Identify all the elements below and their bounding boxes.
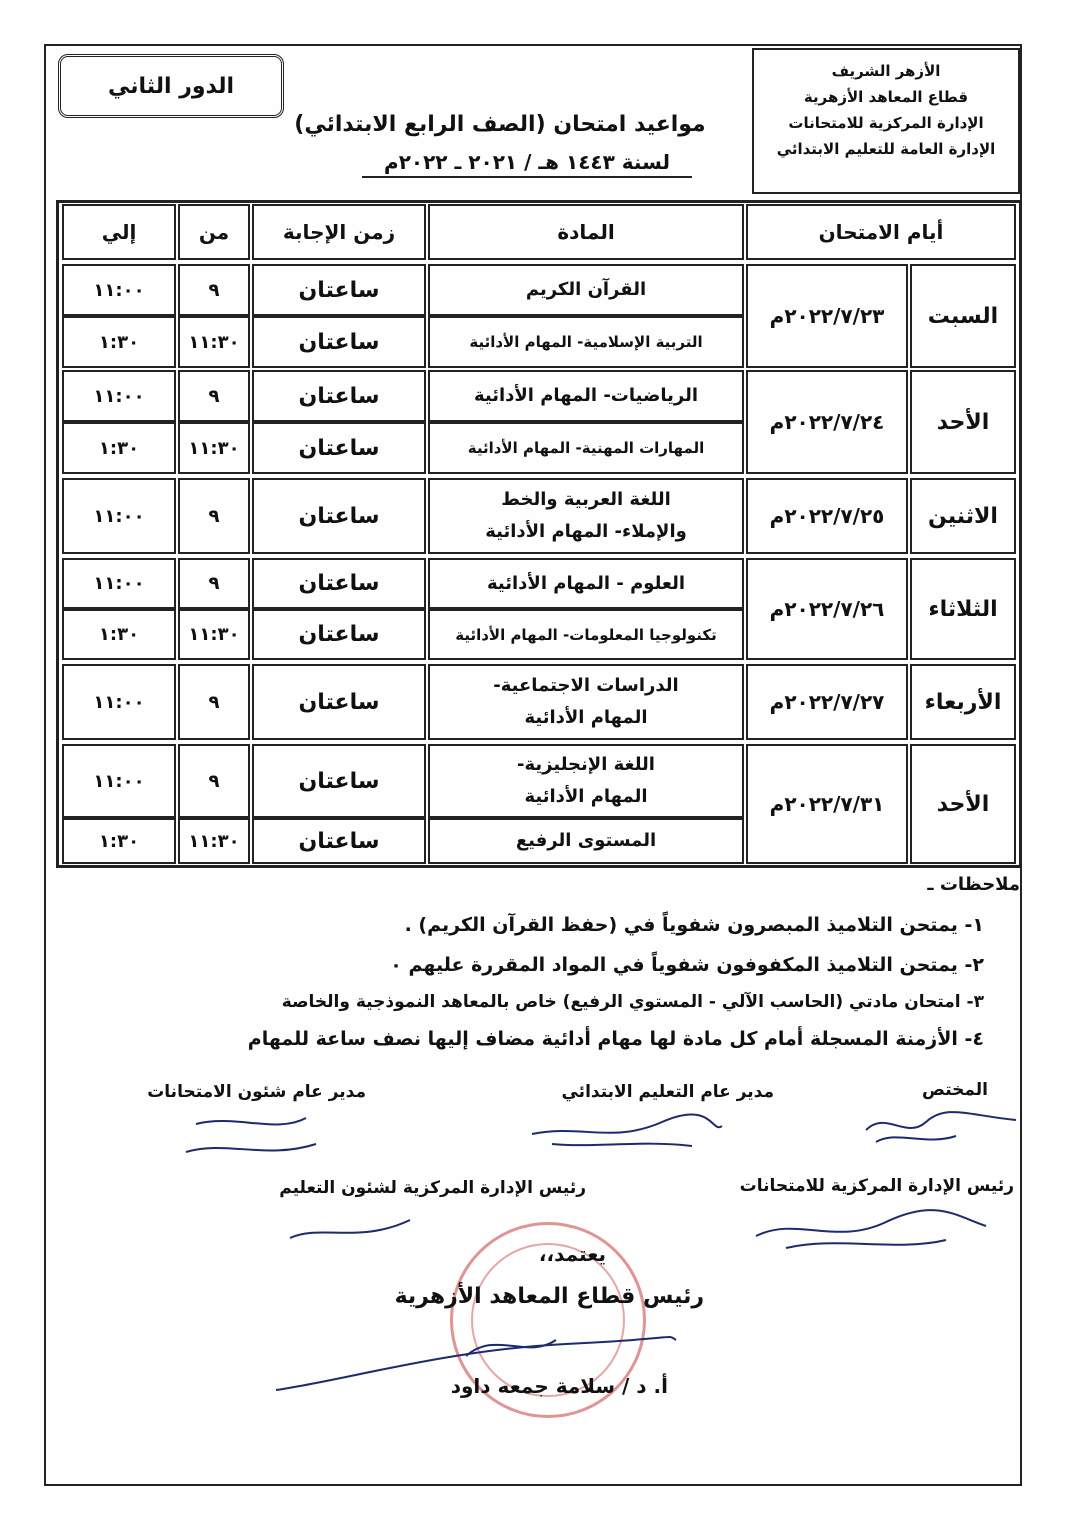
row3-date: ٢٠٢٢/٧/٢٥م — [746, 478, 908, 554]
row1b-subject: التربية الإسلامية- المهام الأدائية — [428, 316, 744, 368]
exam-round-box — [58, 54, 284, 118]
row4a-subject: العلوم - المهام الأدائية — [428, 558, 744, 609]
header-subject: المادة — [428, 204, 744, 260]
row6a-time: ساعتان — [252, 744, 426, 818]
row6b-time: ساعتان — [252, 818, 426, 864]
row1-date: ٢٠٢٢/٧/٢٣م — [746, 264, 908, 368]
row1b-from: ١١:٣٠ — [178, 316, 250, 368]
row6b-to: ١:٣٠ — [62, 818, 176, 864]
row3-to: ١١:٠٠ — [62, 478, 176, 554]
row4b-time: ساعتان — [252, 609, 426, 660]
row4b-to: ١:٣٠ — [62, 609, 176, 660]
row2b-subject: المهارات المهنية- المهام الأدائية — [428, 422, 744, 474]
row2b-from: ١١:٣٠ — [178, 422, 250, 474]
row6a-to: ١١:٠٠ — [62, 744, 176, 818]
row2b-to: ١:٣٠ — [62, 422, 176, 474]
row5-date: ٢٠٢٢/٧/٢٧م — [746, 664, 908, 740]
row2a-to: ١١:٠٠ — [62, 370, 176, 422]
sig-central-exams-head: رئيس الإدارة المركزية للامتحانات — [739, 1176, 1014, 1196]
header-to: إلي — [62, 204, 176, 260]
authority-header — [752, 48, 1020, 194]
page-title: مواعيد امتحان (الصف الرابع الابتدائي) — [294, 112, 706, 137]
sig-exams-director: مدير عام شئون الامتحانات — [147, 1082, 366, 1102]
signature-sector-head — [266, 1320, 686, 1400]
header-time: زمن الإجابة — [252, 204, 426, 260]
note-4: ٤- الأزمنة المسجلة أمام كل مادة لها مهام أدائية مضاف إليها نصف ساعة للمهام — [247, 1028, 984, 1050]
row4-day: الثلاثاء — [910, 558, 1016, 660]
row5-time: ساعتان — [252, 664, 426, 740]
row1a-to: ١١:٠٠ — [62, 264, 176, 316]
authority-line-1: الأزهر الشريف — [831, 62, 941, 80]
row3-subject: اللغة العربية والخط والإملاء- المهام الأدائية — [428, 478, 744, 554]
row1b-to: ١:٣٠ — [62, 316, 176, 368]
note-3: ٣- امتحان مادتي (الحاسب الآلي - المستوي الرفيع) خاص بالمعاهد النموذجية والخاصة — [281, 992, 984, 1012]
row4a-time: ساعتان — [252, 558, 426, 609]
row2a-time: ساعتان — [252, 370, 426, 422]
note-2: ٢- يمتحن التلاميذ المكفوفون شفوياً في المواد المقررة عليهم ٠ — [390, 954, 984, 976]
page-subtitle: لسنة ١٤٤٣ هـ / ٢٠٢١ ـ ٢٠٢٢م — [362, 150, 692, 178]
authority-line-3: الإدارة المركزية للامتحانات — [788, 114, 984, 132]
authority-line-4: الإدارة العامة للتعليم الابتدائي — [776, 140, 996, 158]
notes-title: ملاحظات ـ — [927, 874, 1020, 895]
header-from: من — [178, 204, 250, 260]
row2a-from: ٩ — [178, 370, 250, 422]
sig-approved: يعتمد،، — [538, 1242, 606, 1266]
signature-central-exams-head — [746, 1196, 996, 1256]
row6-date: ٢٠٢٢/٧/٣١م — [746, 744, 908, 864]
row6a-from: ٩ — [178, 744, 250, 818]
row5-day: الأربعاء — [910, 664, 1016, 740]
row2b-time: ساعتان — [252, 422, 426, 474]
row4b-from: ١١:٣٠ — [178, 609, 250, 660]
row2-day: الأحد — [910, 370, 1016, 474]
sig-sector-head: رئيس قطاع المعاهد الأزهرية — [394, 1284, 704, 1309]
row4a-to: ١١:٠٠ — [62, 558, 176, 609]
header-days: أيام الامتحان — [746, 204, 1016, 260]
sig-central-education-head: رئيس الإدارة المركزية لشئون التعليم — [279, 1178, 586, 1198]
signature-central-education-head — [280, 1204, 420, 1254]
row4b-subject: تكنولوجيا المعلومات- المهام الأدائية — [428, 609, 744, 660]
row2a-subject: الرياضيات- المهام الأدائية — [428, 370, 744, 422]
row1-day: السبت — [910, 264, 1016, 368]
signature-primary-director — [522, 1104, 732, 1154]
sig-sector-head-name: أ. د / سلامة جمعه داود — [450, 1374, 668, 1398]
row1b-time: ساعتان — [252, 316, 426, 368]
row3-time: ساعتان — [252, 478, 426, 554]
note-1: ١- يمتحن التلاميذ المبصرون شفوياً في (حفظ القرآن الكريم) . — [404, 914, 984, 936]
row3-day: الاثنين — [910, 478, 1016, 554]
authority-line-2: قطاع المعاهد الأزهرية — [803, 88, 969, 106]
row5-to: ١١:٠٠ — [62, 664, 176, 740]
row6a-subject: اللغة الإنجليزية- المهام الأدائية — [428, 744, 744, 818]
row1a-time: ساعتان — [252, 264, 426, 316]
row4-date: ٢٠٢٢/٧/٢٦م — [746, 558, 908, 660]
row5-from: ٩ — [178, 664, 250, 740]
row1a-from: ٩ — [178, 264, 250, 316]
row6b-from: ١١:٣٠ — [178, 818, 250, 864]
sig-primary-director: مدير عام التعليم الابتدائي — [561, 1082, 774, 1102]
sig-specialist: المختص — [922, 1080, 988, 1100]
row3-from: ٩ — [178, 478, 250, 554]
row5-subject: الدراسات الاجتماعية- المهام الأدائية — [428, 664, 744, 740]
row1a-subject: القرآن الكريم — [428, 264, 744, 316]
row4a-from: ٩ — [178, 558, 250, 609]
signature-specialist — [856, 1100, 1026, 1150]
row6-day: الأحد — [910, 744, 1016, 864]
row2-date: ٢٠٢٢/٧/٢٤م — [746, 370, 908, 474]
signature-exams-director — [176, 1104, 326, 1164]
exam-round: الدور الثاني — [107, 73, 235, 99]
row6b-subject: المستوى الرفيع — [428, 818, 744, 864]
